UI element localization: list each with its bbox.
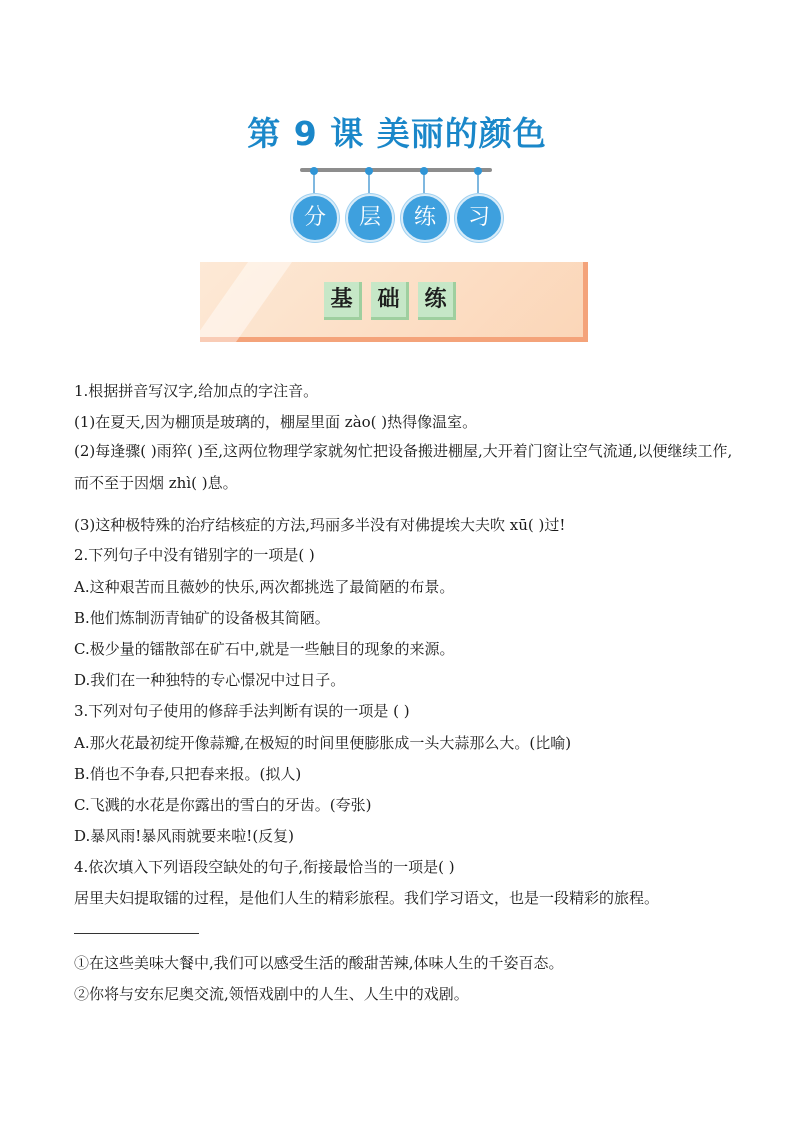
badge-stem bbox=[477, 171, 479, 193]
section-tile-ji: 基 bbox=[324, 282, 362, 320]
badge-rail bbox=[300, 168, 492, 172]
badge-stem bbox=[368, 171, 370, 193]
question-1-part-1: (1)在夏天,因为棚顶是玻璃的，棚屋里面 zào( )热得像温室。 bbox=[74, 413, 478, 431]
badge-stem bbox=[313, 171, 315, 193]
badge-lian: 练 bbox=[401, 194, 449, 242]
badge-stem bbox=[423, 171, 425, 193]
question-3-option-c: C.飞溅的水花是你露出的雪白的牙齿。(夸张) bbox=[74, 796, 372, 814]
passage-divider bbox=[74, 933, 199, 934]
question-2-option-b: B.他们炼制沥青铀矿的设备极其简陋。 bbox=[74, 609, 330, 627]
badge-xi: 习 bbox=[455, 194, 503, 242]
question-2-option-d: D.我们在一种独特的专心憬况中过日子。 bbox=[74, 671, 346, 689]
question-3-option-d: D.暴风雨!暴风雨就要来啦!(反复) bbox=[74, 827, 295, 845]
question-1-part-2: (2)每逢骤( )雨猝( )至,这两位物理学家就匆忙把设备搬进棚屋,大开着门窗让空气流通,以便继续工作,而不至于因烟 zhì( )息。 bbox=[74, 442, 733, 492]
question-4-passage: 居里夫妇提取镭的过程，是他们人生的精彩旅程。我们学习语文，也是一段精彩的旅程。 bbox=[74, 889, 660, 907]
question-4-sentence-2: ②你将与安东尼奥交流,领悟戏剧中的人生、人生中的戏剧。 bbox=[74, 985, 469, 1003]
question-3-heading: 3.下列对句子使用的修辞手法判断有误的一项是 ( ) bbox=[74, 702, 410, 720]
question-2-heading: 2.下列句子中没有错别字的一项是( ) bbox=[74, 546, 315, 564]
section-banner bbox=[200, 262, 588, 342]
question-4-sentence-1: ①在这些美味大餐中,我们可以感受生活的酸甜苦辣,体味人生的千姿百态。 bbox=[74, 954, 564, 972]
question-3-option-a: A.那火花最初绽开像蒜瓣,在极短的时间里便膨胀成一头大蒜那么大。(比喻) bbox=[74, 734, 572, 752]
page-title: 第 9 课 美丽的颜色 bbox=[247, 114, 547, 153]
section-tile-lian: 练 bbox=[418, 282, 456, 320]
question-1-heading: 1.根据拼音写汉字,给加点的字注音。 bbox=[74, 382, 319, 400]
badge-fen: 分 bbox=[291, 194, 339, 242]
question-4-heading: 4.依次填入下列语段空缺处的句子,衔接最恰当的一项是( ) bbox=[74, 858, 455, 876]
question-1-part-3: (3)这种极特殊的治疗结核症的方法,玛丽多半没有对佛提埃大夫吹 xū( )过! bbox=[74, 516, 566, 534]
section-tile-chu: 础 bbox=[371, 282, 409, 320]
question-3-option-b: B.俏也不争春,只把春来报。(拟人) bbox=[74, 765, 302, 783]
badge-ceng: 层 bbox=[346, 194, 394, 242]
question-2-option-a: A.这种艰苦而且薇妙的快乐,两次都挑选了最简陋的布景。 bbox=[74, 578, 455, 596]
question-2-option-c: C.极少量的镭散部在矿石中,就是一些触目的现象的来源。 bbox=[74, 640, 455, 658]
